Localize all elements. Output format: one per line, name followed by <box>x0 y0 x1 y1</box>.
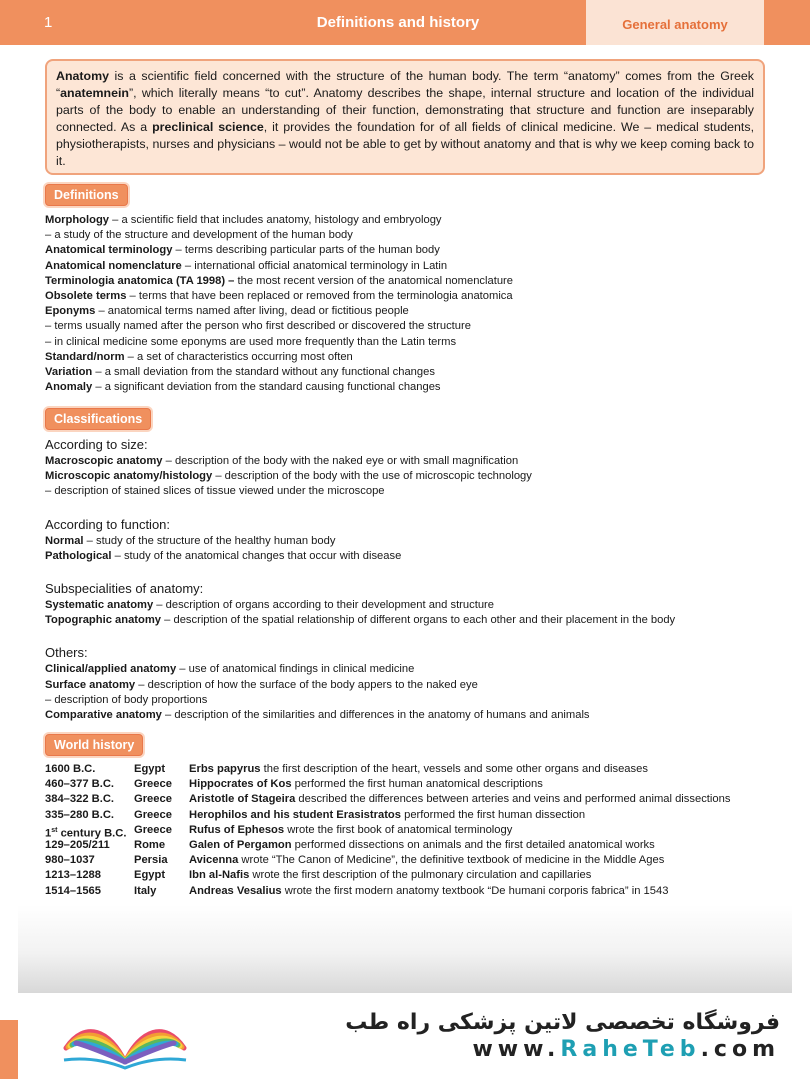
term: Anomaly <box>45 381 93 394</box>
section-tag-world-history: World history <box>45 734 143 756</box>
intro-text: is a scientific field concerned with the structure of the human body. The term “anatomy” comes from the Greek “ <box>56 69 754 101</box>
description: – international official anatomical terminology in Latin <box>181 259 448 272</box>
term: Clinical/applied anatomy <box>45 663 177 676</box>
history-person: Ibn al-Nafis <box>189 869 250 882</box>
classification-heading: According to size: <box>45 437 148 452</box>
term: Pathological <box>45 549 112 562</box>
description: – description of how the surface of the body appers to the naked eye <box>135 678 478 691</box>
history-date: 335–280 B.C. <box>45 808 115 821</box>
description: – a small deviation from the standard without any functional changes <box>92 366 435 379</box>
history-description: performed the first human anatomical descriptions <box>291 778 543 791</box>
classification-line <box>45 454 765 469</box>
definitions-list <box>45 213 765 395</box>
history-place: Egypt <box>134 869 166 882</box>
term: Anatomical nomenclature <box>45 259 182 272</box>
history-person: Andreas Vesalius <box>189 884 282 897</box>
history-place: Egypt <box>134 763 166 775</box>
intro-key-term: preclinical science <box>152 120 264 135</box>
term: Variation <box>45 366 93 379</box>
history-description: wrote the first description of the pulmonary circulation and capillaries <box>249 869 592 882</box>
open-book-logo-icon <box>60 1010 190 1072</box>
description: – description of the body with the use of microscopic technology <box>212 470 532 483</box>
term: Eponyms <box>45 305 96 318</box>
term: Macroscopic anatomy <box>45 455 163 467</box>
term: Terminologia anatomica (TA 1998) – <box>45 274 235 287</box>
chapter-tab <box>586 0 764 45</box>
classification-line <box>45 693 765 708</box>
history-event <box>189 808 585 823</box>
term: Morphology <box>45 214 110 226</box>
history-date: 980–1037 <box>45 854 95 867</box>
history-event <box>189 838 655 853</box>
term: Comparative anatomy <box>45 709 162 722</box>
history-description: performed dissections on animals and the first detailed anatomical works <box>291 838 655 851</box>
description: – study of the structure of the healthy human body <box>83 534 336 547</box>
history-date: 1213–1288 <box>45 869 101 882</box>
page-fade <box>18 905 792 993</box>
history-event <box>189 762 648 777</box>
classification-line <box>45 662 765 677</box>
definition-line <box>45 350 765 365</box>
definition-line <box>45 274 765 289</box>
history-place: Italy <box>134 884 157 897</box>
footer-url[interactable] <box>345 1037 780 1062</box>
term: Normal <box>45 534 84 547</box>
classification-heading: Subspecialities of anatomy: <box>45 581 204 597</box>
term: Systematic anatomy <box>45 599 154 612</box>
intro-key-term: Anatomy <box>56 69 110 83</box>
history-person: Herophilos and his student Erasistratos <box>189 808 401 821</box>
description: – description of body proportions <box>45 693 208 706</box>
history-event <box>189 792 730 807</box>
page-title: Definitions and history <box>316 14 480 31</box>
term: Surface anatomy <box>45 678 136 691</box>
description: – study of the anatomical changes that occur with disease <box>111 549 402 562</box>
history-person: Rufus of Ephesos <box>189 823 285 836</box>
url-part-teb: Teb <box>642 1037 701 1062</box>
footer-persian-text: فروشگاه تخصصی لاتین پزشکی راه طب <box>345 1010 780 1035</box>
history-place: Greece <box>134 823 172 836</box>
history-description: described the differences between arteries and veins and performed animal dissections <box>295 793 731 806</box>
history-description: wrote the first modern anatomy textbook “De humani corporis fabrica” in 1543 <box>281 884 669 897</box>
url-part-com: .com <box>700 1037 780 1062</box>
intro-box <box>45 59 765 175</box>
history-date: 1st century B.C. <box>45 826 127 840</box>
description: – terms describing particular parts of the human body <box>172 244 440 257</box>
history-place: Greece <box>134 778 172 791</box>
history-date: 384–322 B.C. <box>45 793 115 806</box>
section-tag-definitions: Definitions <box>45 184 128 206</box>
description: – description of stained slices of tissue viewed under the microscope <box>45 485 385 498</box>
history-place: Greece <box>134 808 172 821</box>
history-date: 460–377 B.C. <box>45 778 115 791</box>
footer-accent-bar <box>0 1020 18 1079</box>
url-part-rahe: Rahe <box>560 1037 643 1062</box>
chapter-tab-label: General anatomy <box>622 17 728 32</box>
footer-branding <box>345 1010 780 1062</box>
history-event <box>189 868 591 883</box>
history-description: wrote “The Canon of Medicine”, the definitive textbook of medicine in the Middle Ages <box>238 854 665 867</box>
description: – anatomical terms named after living, dead or fictitious people <box>95 305 409 318</box>
history-person: Avicenna <box>189 854 239 867</box>
description: – terms usually named after the person who first described or discovered the structure <box>45 320 471 333</box>
history-person: Galen of Pergamon <box>189 838 292 851</box>
description: – description of the spatial relationship of different organs to each other and their placement in the body <box>161 614 676 627</box>
definition-line <box>45 213 765 228</box>
classification-line <box>45 549 765 564</box>
classification-line <box>45 534 765 549</box>
definition-line <box>45 304 765 319</box>
definition-line <box>45 289 765 304</box>
history-place: Greece <box>134 793 172 806</box>
definition-line <box>45 365 765 380</box>
intro-key-term: anatemnein <box>60 86 129 101</box>
definition-line <box>45 319 765 334</box>
classification-line <box>45 598 765 613</box>
history-person: Aristotle of Stageira <box>189 793 296 806</box>
definition-line <box>45 335 765 350</box>
definition-line <box>45 259 765 274</box>
classification-line <box>45 469 765 484</box>
intro-text: ”, which literally means “to cut”. Anatomy describes the shape, internal structure and location of the individual parts of the body to enable an understanding of their function, demonstrating that structure and function are inseparably connected. As a <box>56 86 754 135</box>
description: – a study of the structure and development of the human body <box>45 229 353 242</box>
history-date: 129–205/211 <box>45 838 110 851</box>
history-event <box>189 823 512 838</box>
history-person: Hippocrates of Kos <box>189 778 292 791</box>
history-place: Rome <box>134 838 166 851</box>
classification-line <box>45 484 765 499</box>
history-date: 1600 B.C. <box>45 763 96 775</box>
definition-line <box>45 228 765 243</box>
section-tag-classifications: Classifications <box>45 408 151 430</box>
term: Microscopic anatomy/histology <box>45 470 213 483</box>
description: – use of anatomical findings in clinical medicine <box>176 663 415 676</box>
description: – description of organs according to their development and structure <box>153 599 494 612</box>
description: – terms that have been replaced or removed from the terminologia anatomica <box>126 290 513 303</box>
history-place: Persia <box>134 854 168 867</box>
history-event <box>189 853 664 868</box>
intro-text: , it provides the foundation for of all fields of clinical medicine. We – medical students, physiotherapists, nurses and physicians – would not be able to get by without anatomy and that is why we keep coming back to it. <box>56 120 755 169</box>
history-description: wrote the first book of anatomical terminology <box>284 823 513 836</box>
description: the most recent version of the anatomical nomenclature <box>234 274 513 287</box>
url-part-www: www. <box>472 1037 561 1062</box>
history-description: the first description of the heart, vessels and some other organs and diseases <box>260 763 648 775</box>
classification-line <box>45 708 765 723</box>
classification-line <box>45 678 765 693</box>
page-header <box>0 0 810 45</box>
description: – description of the body with the naked eye or with small magnification <box>162 455 519 467</box>
history-person: Erbs papyrus <box>189 763 261 775</box>
description: – a scientific field that includes anatomy, histology and embryology <box>109 214 442 226</box>
term: Standard/norm <box>45 350 125 363</box>
classifications-block <box>45 436 765 723</box>
classification-heading: Others: <box>45 645 88 661</box>
term: Obsolete terms <box>45 290 127 303</box>
description: – a significant deviation from the standard causing functional changes <box>92 381 441 394</box>
page-number: 1 <box>44 14 53 31</box>
definition-line <box>45 243 765 258</box>
classification-line <box>45 613 765 628</box>
history-date: 1514–1565 <box>45 884 101 897</box>
history-description: performed the first human dissection <box>400 808 586 821</box>
term: Anatomical terminology <box>45 244 173 257</box>
history-event <box>189 777 543 792</box>
classification-heading: According to function: <box>45 516 171 532</box>
description: – a set of characteristics occurring most often <box>124 350 353 363</box>
description: – description of the similarities and differences in the anatomy of humans and animals <box>161 709 590 722</box>
description: – in clinical medicine some eponyms are used more frequently than the Latin terms <box>45 335 457 348</box>
definition-line <box>45 380 765 395</box>
history-event <box>189 884 668 899</box>
term: Topographic anatomy <box>45 614 162 627</box>
